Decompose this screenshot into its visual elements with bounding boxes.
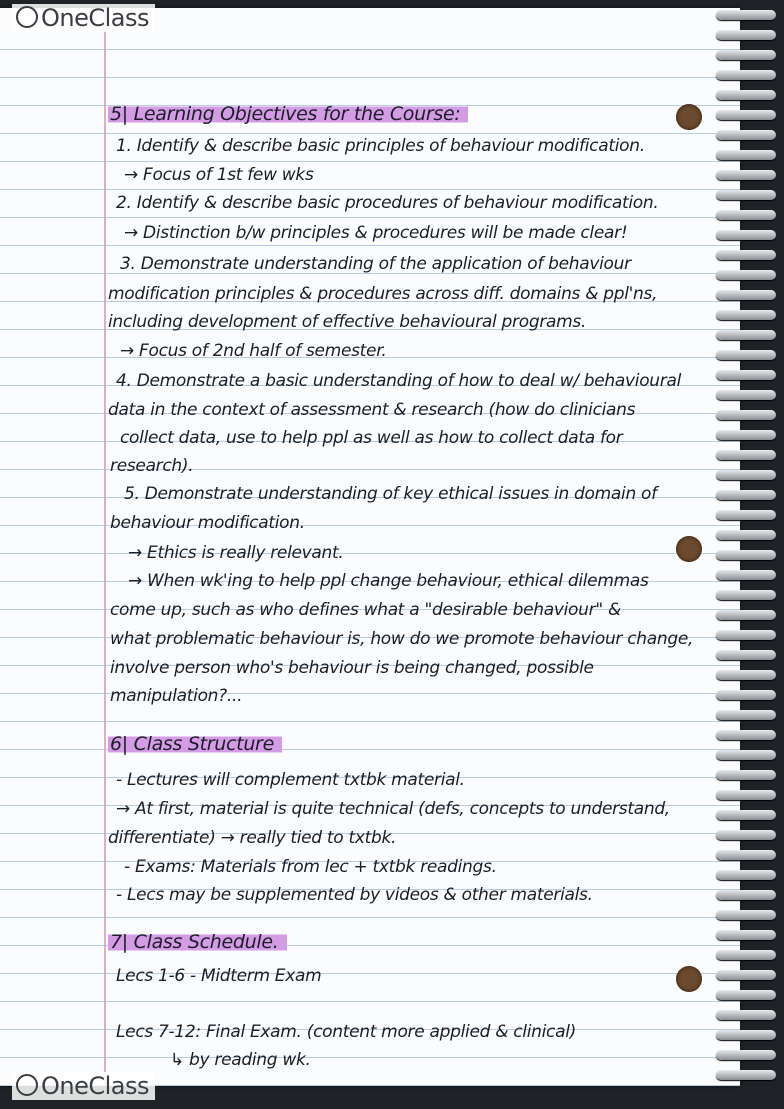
spiral-ring: [716, 750, 776, 760]
spiral-ring: [716, 890, 776, 900]
objective-line: 2. Identify & describe basic procedures of behaviour modification.: [116, 193, 659, 213]
spiral-ring: [716, 10, 776, 20]
spiral-ring: [716, 150, 776, 160]
structure-line: - Exams: Materials from lec + txtbk readings.: [124, 857, 497, 877]
oneclass-logo-bottom: [12, 1072, 155, 1100]
structure-line: → At first, material is quite technical (defs, concepts to understand,: [116, 799, 670, 819]
spiral-ring: [716, 490, 776, 500]
objective-line: data in the context of assessment & research (how do clinicians: [108, 400, 636, 420]
spiral-ring: [716, 70, 776, 80]
spiral-ring: [716, 870, 776, 880]
spiral-ring: [716, 610, 776, 620]
spiral-ring: [716, 850, 776, 860]
spiral-ring: [716, 190, 776, 200]
objective-line: → Focus of 2nd half of semester.: [120, 341, 387, 361]
objective-line: what problematic behaviour is, how do we promote behaviour change,: [110, 629, 694, 649]
spiral-ring: [716, 290, 776, 300]
spiral-ring: [716, 170, 776, 180]
spiral-ring: [716, 510, 776, 520]
punch-hole: [676, 536, 702, 562]
spiral-ring: [716, 970, 776, 980]
spiral-ring: [716, 210, 776, 220]
schedule-line: ↳ by reading wk.: [170, 1050, 311, 1070]
punch-hole: [676, 966, 702, 992]
logo-text: OneClass: [41, 4, 150, 32]
spiral-ring: [716, 770, 776, 780]
oneclass-logo-top: [12, 4, 155, 32]
spiral-ring: [716, 730, 776, 740]
spiral-ring: [716, 630, 776, 640]
spiral-ring: [716, 350, 776, 360]
punch-hole: [676, 104, 702, 130]
objective-line: manipulation?...: [110, 686, 243, 706]
objective-line: collect data, use to help ppl as well as how to collect data for: [120, 428, 623, 448]
spiral-ring: [716, 310, 776, 320]
spiral-ring: [716, 250, 776, 260]
spiral-ring: [716, 590, 776, 600]
objective-line: behaviour modification.: [110, 513, 305, 533]
spiral-ring: [716, 570, 776, 580]
spiral-ring: [716, 650, 776, 660]
heading-class-structure: 6| Class Structure: [108, 733, 282, 755]
spiral-ring: [716, 670, 776, 680]
structure-line: - Lecs may be supplemented by videos & other materials.: [116, 885, 593, 905]
spiral-ring: [716, 810, 776, 820]
spiral-ring: [716, 690, 776, 700]
objective-line: research).: [110, 456, 194, 476]
spiral-ring: [716, 450, 776, 460]
logo-text: OneClass: [41, 1072, 150, 1100]
spiral-ring: [716, 330, 776, 340]
objective-line: → Focus of 1st few wks: [124, 165, 314, 185]
objective-line: 4. Demonstrate a basic understanding of how to deal w/ behavioural: [116, 371, 682, 391]
objective-line: 3. Demonstrate understanding of the application of behaviour: [120, 254, 631, 274]
margin-line: [104, 8, 106, 1086]
objective-line: involve person who's behaviour is being changed, possible: [110, 658, 594, 678]
logo-circle-icon: [16, 6, 38, 28]
spiral-ring: [716, 130, 776, 140]
spiral-ring: [716, 1030, 776, 1040]
spiral-ring: [716, 1010, 776, 1020]
spiral-ring: [716, 830, 776, 840]
notebook-page: [0, 8, 740, 1086]
spiral-ring: [716, 990, 776, 1000]
schedule-line: Lecs 7-12: Final Exam. (content more applied & clinical): [116, 1022, 576, 1042]
logo-circle-icon: [16, 1074, 38, 1096]
spiral-binding: [716, 10, 784, 1100]
spiral-ring: [716, 790, 776, 800]
heading-learning-objectives: 5| Learning Objectives for the Course:: [108, 103, 468, 125]
objective-line: 1. Identify & describe basic principles of behaviour modification.: [116, 136, 645, 156]
objective-line: come up, such as who defines what a "desirable behaviour" &: [110, 600, 621, 620]
spiral-ring: [716, 470, 776, 480]
spiral-ring: [716, 910, 776, 920]
spiral-ring: [716, 90, 776, 100]
spiral-ring: [716, 710, 776, 720]
spiral-ring: [716, 1070, 776, 1080]
objective-line: 5. Demonstrate understanding of key ethical issues in domain of: [124, 484, 657, 504]
spiral-ring: [716, 410, 776, 420]
spiral-ring: [716, 50, 776, 60]
objective-line: → Ethics is really relevant.: [128, 543, 344, 563]
spiral-ring: [716, 950, 776, 960]
structure-line: - Lectures will complement txtbk material.: [116, 770, 465, 790]
spiral-ring: [716, 270, 776, 280]
spiral-ring: [716, 930, 776, 940]
objective-line: modification principles & procedures across diff. domains & ppl'ns,: [108, 284, 658, 304]
spiral-ring: [716, 430, 776, 440]
structure-line: differentiate) → really tied to txtbk.: [108, 828, 397, 848]
spiral-ring: [716, 390, 776, 400]
spiral-ring: [716, 550, 776, 560]
objective-line: → When wk'ing to help ppl change behaviour, ethical dilemmas: [128, 571, 649, 591]
spiral-ring: [716, 230, 776, 240]
spiral-ring: [716, 370, 776, 380]
heading-class-schedule: 7| Class Schedule.: [108, 931, 287, 953]
spiral-ring: [716, 110, 776, 120]
objective-line: → Distinction b/w principles & procedures will be made clear!: [124, 223, 628, 243]
schedule-line: Lecs 1-6 - Midterm Exam: [116, 966, 322, 986]
spiral-ring: [716, 530, 776, 540]
objective-line: including development of effective behavioural programs.: [108, 312, 587, 332]
spiral-ring: [716, 1050, 776, 1060]
spiral-ring: [716, 30, 776, 40]
